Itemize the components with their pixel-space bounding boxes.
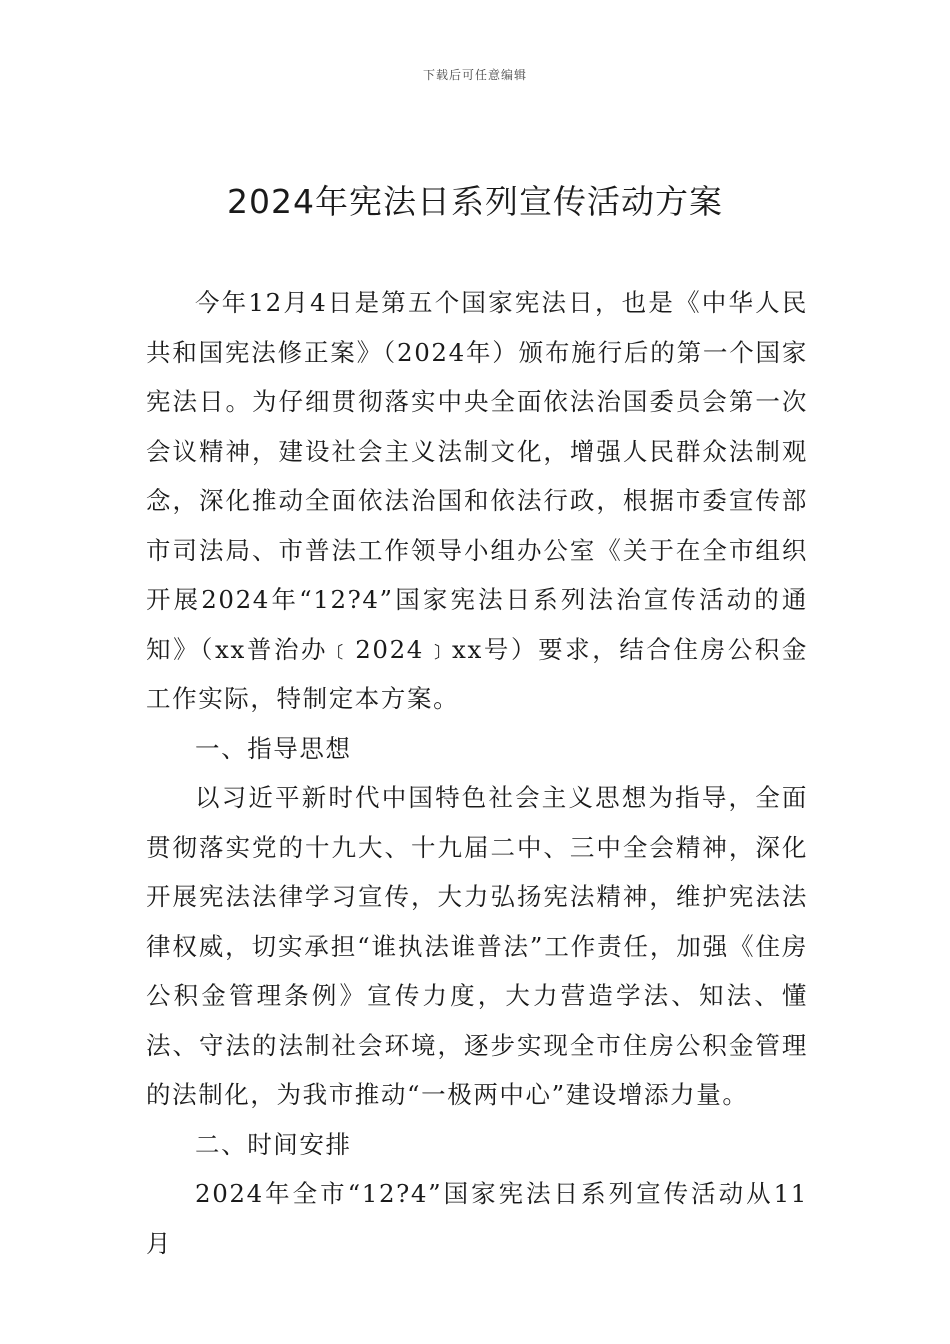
document-title: 2024年宪法日系列宣传活动方案 xyxy=(227,182,723,221)
section-heading-schedule: 二、时间安排 xyxy=(195,1129,352,1159)
section-heading-guiding-ideology: 一、指导思想 xyxy=(195,733,352,763)
paragraph-schedule: 2024年全市“12?4”国家宪法日系列宣传活动从11月 xyxy=(146,1179,808,1258)
paragraph-intro: 今年12月4日是第五个国家宪法日，也是《中华人民共和国宪法修正案》（2024年）颁布施行后的第一个国家宪法日。为仔细贯彻落实中央全面依法治国委员会第一次会议精神，建设社会主义法制文化，增强人民群众法制观念，深化推动全面依法治国和依法行政，根据市委宣传部市司法局、市普法工作领导小组办公室《关于在全市组织开展2024年“12?4”国家宪法日系列法治宣传活动的通知》（xx普治办﹝2024﹞xx号）要求，结合住房公积金工作实际，特制定本方案。 xyxy=(146,288,808,713)
paragraph-guiding-ideology: 以习近平新时代中国特色社会主义思想为指导，全面贯彻落实党的十九大、十九届二中、三中全会精神，深化开展宪法法律学习宣传，大力弘扬宪法精神，维护宪法法律权威，切实承担“谁执法谁普法”工作责任，加强《住房公积金管理条例》宣传力度，大力营造学法、知法、懂法、守法的法制社会环境，逐步实现全市住房公积金管理的法制化，为我市推动“一极两中心”建设增添力量。 xyxy=(146,783,808,1109)
document-body xyxy=(146,278,808,1268)
header-note: 下载后可任意编辑 xyxy=(422,68,527,82)
